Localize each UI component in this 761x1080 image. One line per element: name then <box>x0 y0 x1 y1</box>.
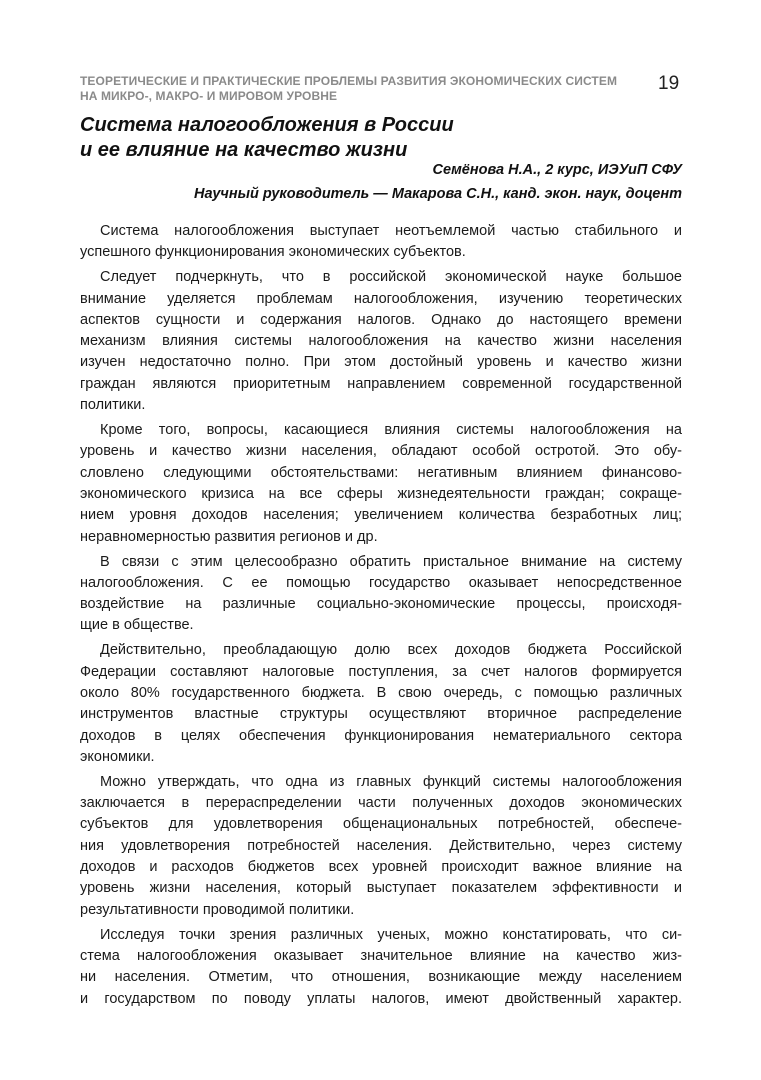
paragraph-line: около 80% государственного бюджета. В свою очередь, с помощью различных <box>80 684 682 701</box>
paragraph-line: внимание уделяется проблемам налогообложения, изучению теоретических <box>80 290 682 307</box>
running-header <box>80 74 640 104</box>
paragraph <box>80 267 682 416</box>
paragraph-line: Можно утверждать, что одна из главных функций системы налогообложения <box>100 773 682 790</box>
running-header-line-2: НА МИКРО-, МАКРО- И МИРОВОМ УРОВНЕ <box>80 89 338 103</box>
author-block <box>194 158 682 206</box>
paragraph-line: изучен недостаточно полно. При этом достойный уровень и качество жизни <box>80 354 682 371</box>
paragraph-line: субъектов для удовлетворения общенациональных потребностей, обеспече- <box>80 816 682 833</box>
paragraph-line: налогообложения. С ее помощью государство оказывает непосредственное <box>80 574 682 591</box>
paragraph <box>80 772 682 921</box>
paragraph-line: успешного функционирования экономических субъектов. <box>80 244 466 261</box>
paragraph-line: щие в обществе. <box>80 617 194 634</box>
paragraph-line: политики. <box>80 397 146 414</box>
article-title-line-1: Система налогообложения в России <box>80 114 454 136</box>
paragraph-line: В связи с этим целесообразно обратить пристальное внимание на систему <box>100 553 682 570</box>
article-title <box>80 113 600 163</box>
paragraph-line: Федерации составляют налоговые поступления, за счет налогов формируется <box>80 663 682 680</box>
paragraph-line: неравномерностью развития регионов и др. <box>80 528 378 545</box>
paragraph-line: нием уровня доходов населения; увеличением количества безработных лиц; <box>80 507 682 524</box>
paragraph <box>80 640 682 768</box>
paragraph <box>80 925 682 1010</box>
paragraph-line: ни населения. Отметим, что отношения, возникающие между населением <box>80 969 682 986</box>
article-body <box>80 221 682 1014</box>
paragraph <box>80 552 682 637</box>
paragraph-line: инструментов властные структуры осуществляют вторичное распределение <box>80 706 682 723</box>
paragraph-line: экономического кризиса на все сферы жизнедеятельности граждан; сокраще- <box>80 485 682 502</box>
paragraph-line: словлено следующими обстоятельствами: негативным влиянием финансово- <box>80 464 682 481</box>
paragraph <box>80 420 682 548</box>
paragraph-line: механизм влияния системы налогообложения на качество жизни населения <box>80 333 682 350</box>
paragraph-line: заключается в перераспределении части полученных доходов экономических <box>80 795 682 812</box>
paragraph-line: аспектов сущности и содержания налогов. Однако до настоящего времени <box>80 311 682 328</box>
paragraph-line: стема налогообложения оказывает значительное влияние на качество жиз- <box>80 947 682 964</box>
page-number: 19 <box>658 73 680 94</box>
paragraph-line: ния удовлетворения потребностей населения. Действительно, через систему <box>80 837 682 854</box>
paragraph <box>80 221 682 264</box>
paragraph-line: Кроме того, вопросы, касающиеся влияния системы налогообложения на <box>100 422 682 439</box>
paragraph-line: Система налогообложения выступает неотъемлемой частью стабильного и <box>100 223 682 239</box>
paragraph-line: уровень и качество жизни населения, обладают особой остротой. Это обу- <box>80 443 682 460</box>
paragraph-line: Исследуя точки зрения различных ученых, можно констатировать, что си- <box>100 926 682 943</box>
paragraph-line: воздействие на различные социально-экономические процессы, происходя- <box>80 596 682 613</box>
running-header-line-1: ТЕОРЕТИЧЕСКИЕ И ПРАКТИЧЕСКИЕ ПРОБЛЕМЫ РАЗВИТИЯ ЭКОНОМИЧЕСКИХ СИСТЕМ <box>80 74 618 88</box>
paragraph-line: результативности проводимой политики. <box>80 901 355 918</box>
paragraph-line: уровень жизни населения, который выступает показателем эффективности и <box>80 880 682 897</box>
paragraph-line: доходов и расходов бюджетов всех уровней происходит важное влияние на <box>80 859 682 876</box>
supervisor-line: Научный руководитель — Макарова С.Н., канд. экон. наук, доцент <box>193 186 682 202</box>
paragraph-line: Действительно, преобладающую долю всех доходов бюджета Российской <box>100 642 682 659</box>
paragraph-line: доходов в целях обеспечения функционирования нематериального сектора <box>80 727 682 744</box>
paragraph-line: граждан являются приоритетным направлением современной государственной <box>80 375 682 392</box>
article-title-line-2: и ее влияние на качество жизни <box>80 139 408 161</box>
paragraph-line: экономики. <box>80 748 155 765</box>
paragraph-line: Следует подчеркнуть, что в российской экономической науке большое <box>100 269 682 286</box>
paragraph-line: и государством по поводу уплаты налогов, имеют двойственный характер. <box>80 990 682 1007</box>
author-line: Семёнова Н.А., 2 курс, ИЭУиП СФУ <box>432 162 682 178</box>
